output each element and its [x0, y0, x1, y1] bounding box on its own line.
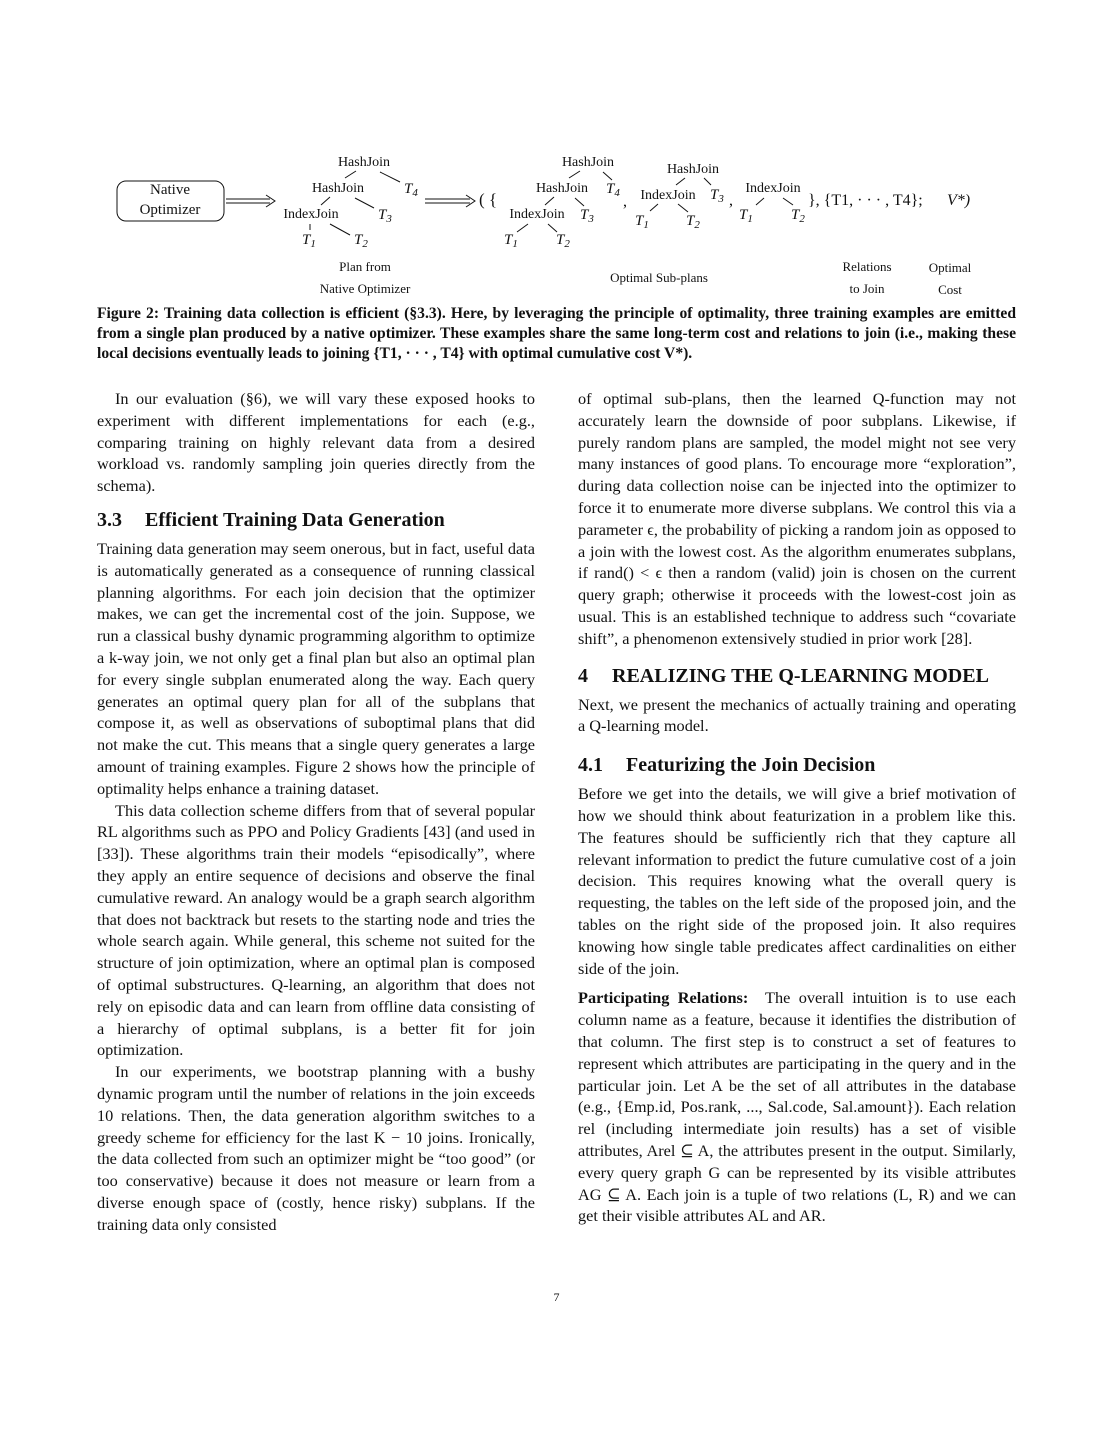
sub2-t1: $T_1$	[635, 213, 649, 231]
right-column	[578, 388, 1016, 1227]
label-relations-1: Relations	[842, 259, 892, 274]
sub2-t2: $T_2$	[686, 213, 700, 231]
relations-set: }, {T1, · · · , T4};	[808, 192, 923, 209]
label-subplans: Optimal Sub-plans	[610, 270, 708, 285]
sub1-t4: $T_4$	[606, 181, 620, 199]
arrow-icon	[466, 195, 475, 207]
section-heading-3-3: 3.3 Efficient Training Data Generation	[97, 508, 445, 531]
sub1-hashjoin-top: HashJoin	[561, 155, 615, 170]
native-optimizer-label-2: Optimizer	[139, 202, 201, 218]
sub1-t3: $T_3$	[580, 207, 594, 225]
section-heading-4: 4 REALIZING THE Q-LEARNING MODEL	[578, 664, 989, 687]
subplans-open: ( {	[479, 190, 498, 209]
label-cost-1: Optimal	[928, 260, 972, 275]
plan-indexjoin: IndexJoin	[283, 207, 339, 222]
paragraph: Training data generation may seem onerous, but in fact, useful data is automatically generated as a consequence of running classical planning algorithms. For each join decision that the optimizer makes, we can get the incremental cost of the join. Suppose, we run a classical bushy dynamic programming algorithm to optimize a k-way join, we not only get a final plan but also an optimal plan for every single subplan enumerated along the way. Each query generates an optimal query plan for all of the subplans that compose it, as well as observations of suboptimal plans that did not make the cut. This means that a single query generates a large amount of training examples. Figure 2 shows how the principle of optimality helps enhance a training dataset.	[97, 538, 535, 798]
sub2-hashjoin: HashJoin	[666, 162, 720, 177]
sub1-t2: $T_2$	[556, 232, 570, 250]
label-relations-2: to Join	[849, 281, 885, 296]
figure-2-diagram	[0, 0, 1113, 300]
plan-t2: $T_2$	[354, 232, 368, 250]
paragraph: of optimal sub-plans, then the learned Q-function may not accurately learn the downside of poor subplans. Likewise, if purely random plans are sampled, the model might not see very many instances of good plans. To encourage more “exploration”, during data collection noise can be injected into the optimizer to force it to enumerate more diverse subplans. We control this via a parameter ϵ, the probability of picking a random join as opposed to a join with the lowest cost. As the algorithm enumerates subplans, if rand() < ϵ then a random (valid) join is chosen on the current query graph; otherwise it proceeds with the lowest-cost join as usual. This is an established technique to address such “covariate shift”, a phenomenon extensively studied in prior work [28].	[578, 389, 1016, 648]
sub3-indexjoin: IndexJoin	[745, 181, 801, 196]
plan-t4: $T_4$	[404, 181, 418, 199]
plan-hashjoin-top: HashJoin	[337, 155, 391, 170]
figure-2	[0, 0, 1113, 300]
section-heading-4-1: 4.1 Featurizing the Join Decision	[578, 754, 876, 777]
svg-text:,: ,	[623, 193, 627, 210]
sub3-t1: $T_1$	[739, 207, 753, 225]
sub3-t2: $T_2$	[791, 207, 805, 225]
paragraph: Next, we present the mechanics of actually training and operating a Q-learning model.	[578, 694, 1016, 736]
label-cost-2: Cost	[938, 282, 962, 297]
paragraph: Participating Relations: The overall intuition is to use each column name as a feature, because it identifies the distribution of that column. The first step is to construct a set of features to represent which attributes are participating in the query and in the particular join. Let A be the set of all attributes in the database (e.g., {Emp.id, Pos.rank, ..., Sal.code, Sal.amount}). Each relation rel (including intermediate join results) has a set of visible attributes, Arel ⊆ A, the attributes present in the output. Similarly, every query graph G can be represented by its visible attributes AG ⊆ A. Each join is a tuple of two relations (L, R) and we can get their visible attributes AL and AR.	[578, 988, 1016, 1226]
page-number: 7	[553, 1290, 560, 1304]
paragraph: In our experiments, we bootstrap planning with a bushy dynamic program until the number of relations in the join exceeds 10 relations. Then, the data generation algorithm switches to a greedy scheme for efficiency for the last K − 10 joins. Ironically, the data collected from such an optimizer might be “too good” (or too conservative) because it does not measure or learn from a diverse enough space of (costly, hence risky) subplans. If the training data only consisted	[97, 1062, 535, 1234]
plan-hashjoin-mid: HashJoin	[311, 181, 365, 196]
paragraph: In our evaluation (§6), we will vary these exposed hooks to experiment with different implementations for each (e.g., comparing training on highly relevant data from a desired workload vs. randomly sampling join queries directly from the schema).	[97, 389, 535, 496]
figure-caption: Figure 2: Training data collection is efficient (§3.3). Here, by leveraging the principle of optimality, three training examples are emitted from a single plan produced by a native optimizer. These examples share the same long-term cost and relations to join (i.e., making these local decisions eventually leads to joining {T1, · · · , T4} with optimal cumulative cost V*).	[97, 305, 1016, 362]
plan-t3: $T_3$	[378, 207, 392, 225]
svg-text:,: ,	[729, 192, 733, 209]
sub2-t3: $T_3$	[710, 187, 724, 205]
sub1-t1: $T_1$	[504, 232, 518, 250]
paragraph: This data collection scheme differs from that of several popular RL algorithms such as PPO and Policy Gradients [43] (and used in [33]). These algorithms train their models “episodically”, where they apply an entire sequence of decisions and observe the final cumulative reward. An analogy would be a graph search algorithm that does not backtrack but resets to the starting node and tries the whole search again. While general, this scheme not suited for the structure of join optimization, where an optimal plan is composed of optimal substructures. Q-learning, an algorithm that does not rely on episodic data and can learn from offline data consisting of a hierarchy of optimal subplans, is a better fit for join optimization.	[97, 800, 535, 1060]
sub1-indexjoin: IndexJoin	[509, 207, 565, 222]
native-optimizer-label-1: Native	[150, 182, 190, 198]
sub1-hashjoin-mid: HashJoin	[535, 181, 589, 196]
label-plan-1: Plan from	[339, 259, 391, 274]
label-plan-2: Native Optimizer	[319, 281, 411, 296]
sub2-indexjoin: IndexJoin	[640, 188, 696, 203]
arrow-icon	[266, 195, 275, 207]
run-in-heading: Participating Relations:	[578, 988, 749, 1008]
plan-t1: $T_1$	[302, 232, 316, 250]
paragraph: Before we get into the details, we will give a brief motivation of how we should think about featurization in a problem like this. The features should be sufficiently rich that they capture all relevant information to predict the future cumulative cost of a join decision. This requires knowing what the overall query is requesting, the tables on the left side of the proposed join, and the tables on the right side of the proposed join. It also requires knowing how single table predicates affect cardinalities on either side of the join.	[578, 784, 1016, 978]
optimal-cost-vstar: V*)	[947, 192, 971, 209]
left-column	[97, 388, 535, 1235]
